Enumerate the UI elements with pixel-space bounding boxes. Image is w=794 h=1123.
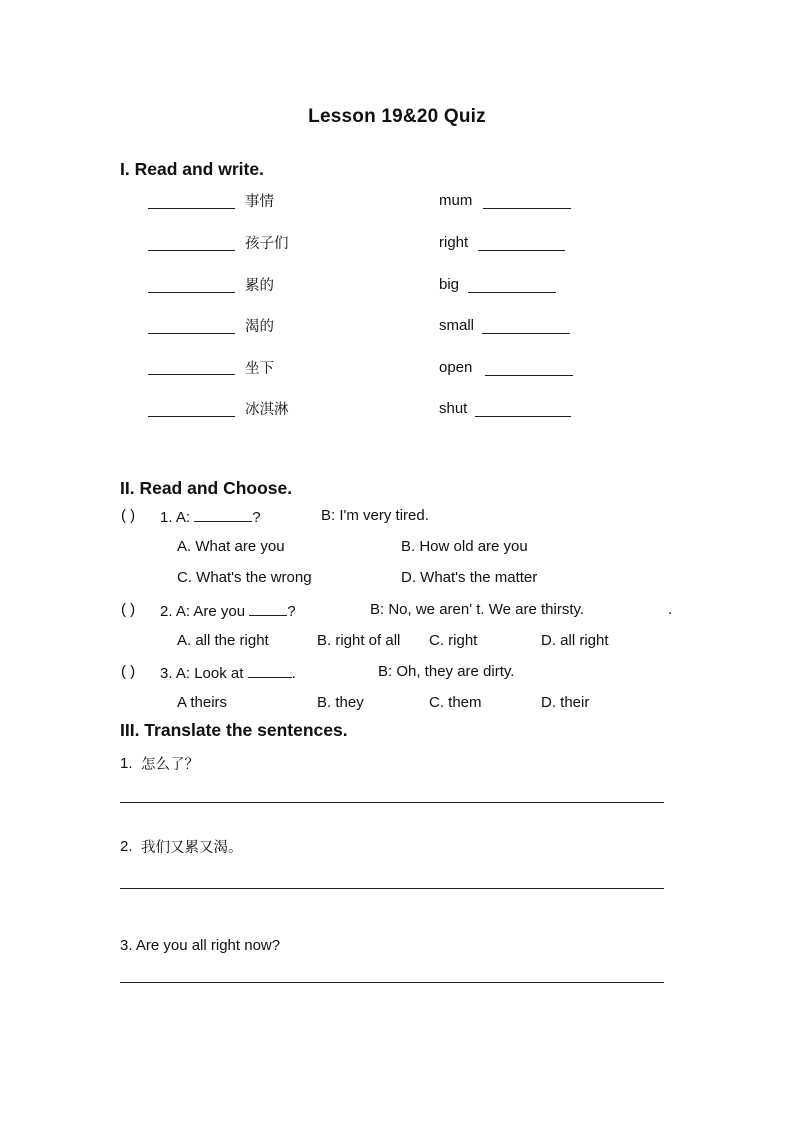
answer-blank[interactable]	[148, 374, 235, 375]
question-suffix: ?	[252, 509, 261, 526]
option-d[interactable]: D. all right	[541, 632, 609, 649]
option-a[interactable]: A. all the right	[177, 632, 269, 649]
option-c[interactable]: C. right	[429, 632, 478, 649]
answer-blank[interactable]	[194, 507, 252, 522]
option-a[interactable]: A theirs	[177, 694, 228, 711]
question-suffix: .	[291, 665, 296, 682]
option-a[interactable]: A. What are you	[177, 538, 285, 555]
chinese-word: 累的	[245, 278, 274, 294]
option-d[interactable]: D. their	[541, 694, 590, 711]
reply-text: B: Oh, they are dirty.	[378, 663, 515, 680]
english-word: shut	[439, 400, 468, 417]
option-b[interactable]: B. How old are you	[401, 538, 528, 555]
answer-blank[interactable]	[478, 250, 565, 251]
answer-blank[interactable]	[248, 663, 292, 678]
answer-line[interactable]	[120, 888, 664, 889]
reply-text: B: No, we aren' t. We are thirsty.	[370, 601, 585, 618]
option-c[interactable]: C. What's the wrong	[177, 569, 312, 586]
question-prefix: 2. A: Are you	[160, 603, 246, 620]
chinese-word: 事情	[245, 194, 274, 210]
question-2	[160, 601, 296, 620]
section-1-heading: I. Read and write.	[120, 159, 264, 179]
answer-blank[interactable]	[485, 375, 573, 376]
option-c[interactable]: C. them	[429, 694, 482, 711]
answer-blank[interactable]	[483, 208, 571, 209]
answer-blank[interactable]	[482, 333, 570, 334]
sentence-3-text: 3. Are you all right now?	[120, 937, 281, 954]
question-prefix: 3. A: Look at	[160, 665, 244, 682]
question-3	[160, 663, 296, 682]
sentence-1-number: 1.	[120, 755, 133, 772]
answer-blank[interactable]	[148, 333, 235, 334]
reply-text: B: I'm very tired.	[321, 507, 429, 524]
answer-paren[interactable]: ( )	[121, 601, 136, 618]
chinese-word: 孩子们	[245, 236, 289, 252]
english-word: big	[439, 276, 460, 293]
option-b[interactable]: B. they	[317, 694, 364, 711]
question-prefix: 1. A:	[160, 509, 191, 526]
answer-blank[interactable]	[148, 416, 235, 417]
question-1	[160, 507, 261, 526]
section-2-heading: II. Read and Choose.	[120, 478, 293, 498]
answer-blank[interactable]	[148, 250, 235, 251]
trailing-dot: .	[668, 601, 673, 618]
answer-blank[interactable]	[148, 292, 235, 293]
answer-blank[interactable]	[468, 292, 556, 293]
answer-paren[interactable]: ( )	[121, 663, 136, 680]
english-word: mum	[439, 192, 473, 209]
english-word: small	[439, 317, 475, 334]
section-3-heading: III. Translate the sentences.	[120, 720, 348, 740]
sentence-2-number: 2.	[120, 838, 133, 855]
chinese-word: 坐下	[245, 361, 274, 377]
question-suffix: ?	[287, 603, 296, 620]
answer-blank[interactable]	[148, 208, 235, 209]
answer-blank[interactable]	[249, 601, 287, 616]
sentence-1-text: 怎么了？	[141, 757, 199, 773]
answer-blank[interactable]	[475, 416, 571, 417]
english-word: right	[439, 234, 469, 251]
chinese-word: 渴的	[245, 319, 274, 335]
option-b[interactable]: B. right of all	[317, 632, 401, 649]
answer-line[interactable]	[120, 802, 664, 803]
answer-paren[interactable]: ( )	[121, 507, 136, 524]
sentence-2-text: 我们又累又渴。	[141, 840, 243, 856]
chinese-word: 冰淇淋	[245, 402, 289, 418]
answer-line[interactable]	[120, 982, 664, 983]
option-d[interactable]: D. What's the matter	[401, 569, 538, 586]
english-word: open	[439, 359, 473, 376]
page-title: Lesson 19&20 Quiz	[308, 106, 486, 127]
